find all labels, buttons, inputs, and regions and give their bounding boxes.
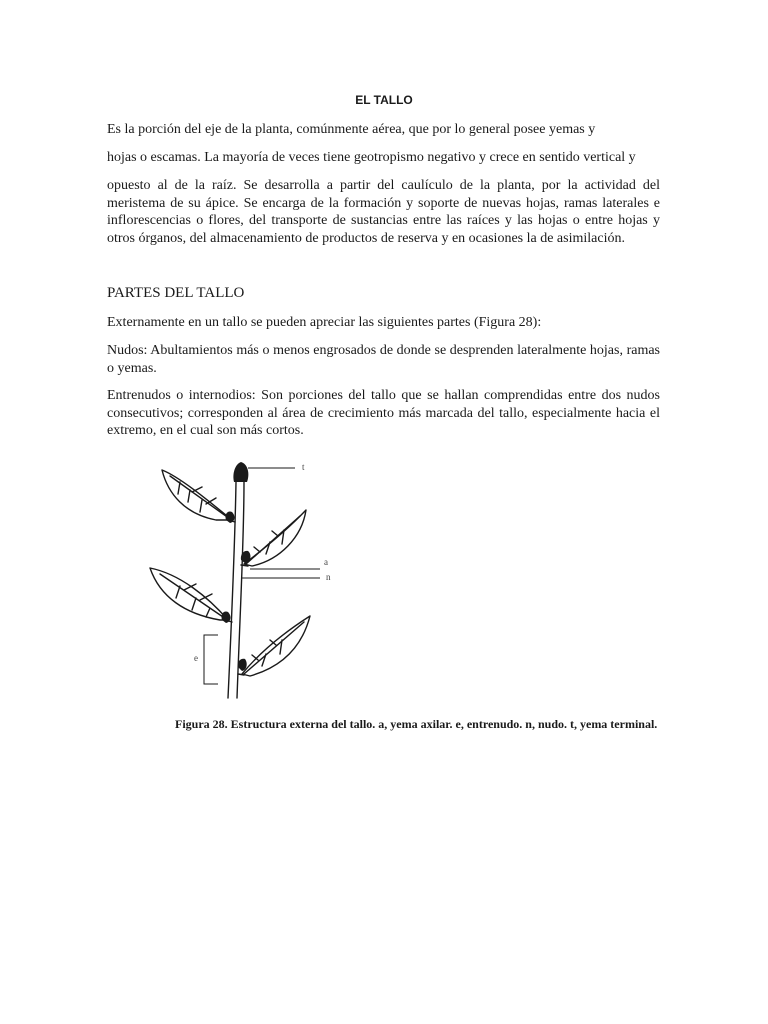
stem-illustration [140, 452, 360, 702]
label-n: n [326, 572, 331, 582]
intro-line-2: hojas o escamas. La mayoría de veces tiene geotropismo negativo y crece en sentido vertical y [107, 150, 636, 165]
intro-paragraph: opuesto al de la raíz. Se desarrolla a partir del caulículo de la planta, por la actividad del meristema de su ápice. Se encarga de la formación y soporte de nuevas hojas, ramas laterales e inflorescencias o flores, del transporte de sustancias entre las raíces y las hojas o entre hojas y otros órganos, del almacenamiento de productos de reserva y en ocasiones la de asimilación. [107, 178, 660, 246]
label-a: a [324, 557, 328, 567]
intro-line-1: Es la porción del eje de la planta, comúnmente aérea, que por lo general posee yemas y [107, 122, 596, 137]
entrenudos-paragraph: Entrenudos o internodios: Son porciones del tallo que se hallan comprendidas entre dos nudos consecutivos; corresponden al área de crecimiento más marcada del tallo, especialmente hacia el extremo, en el cual son más cortos. [107, 388, 660, 438]
parts-intro: Externamente en un tallo se pueden apreciar las siguientes partes (Figura 28): [107, 315, 542, 330]
nudos-paragraph: Nudos: Abultamientos más o menos engrosados de donde se desprenden lateralmente hojas, ramas o yemas. [107, 343, 660, 376]
section-heading: PARTES DEL TALLO [107, 285, 245, 301]
label-t: t [302, 462, 305, 472]
label-e: e [194, 653, 198, 663]
document-title: EL TALLO [355, 93, 413, 107]
figure-caption: Figura 28. Estructura externa del tallo. a, yema axilar. e, entrenudo. n, nudo. t, yema terminal. [175, 717, 658, 731]
terminal-bud [233, 462, 248, 482]
